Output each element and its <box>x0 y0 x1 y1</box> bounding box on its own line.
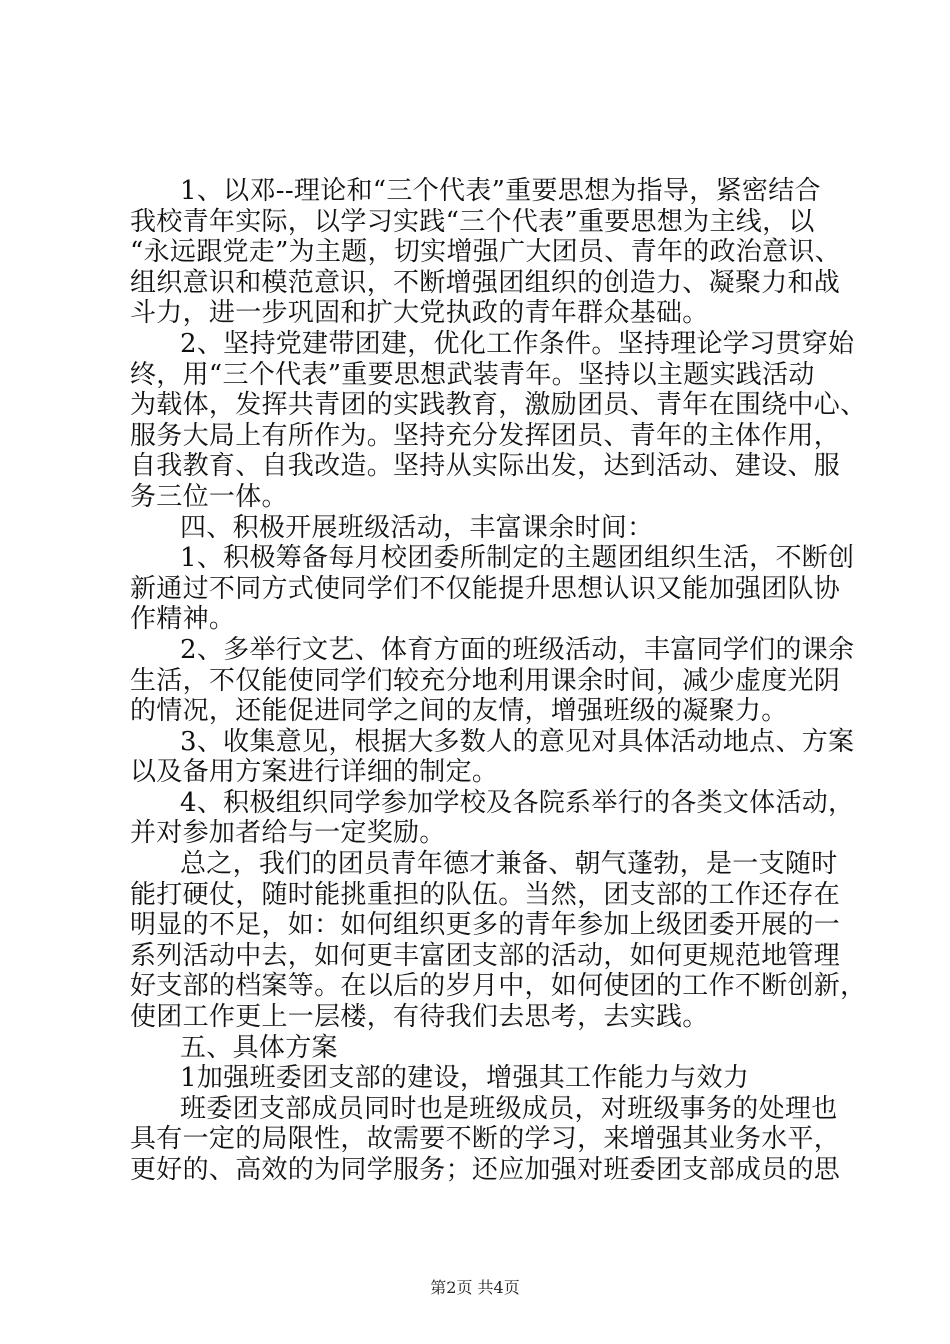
text-line: 斗力，进一步巩固和扩大党执政的青年群众基础。 <box>130 298 709 329</box>
text-line: 务三位一体。 <box>130 481 288 512</box>
text-line: 的情况，还能促进同学之间的友情，增强班级的凝聚力。 <box>130 696 788 727</box>
text-line: 自我教育、自我改造。坚持从实际出发，达到活动、建设、服 <box>130 451 841 482</box>
text-line: “永远跟党走”为主题，切实增强广大团员、青年的政治意识、 <box>130 237 841 268</box>
text-line: 能打硬仗，随时能挑重担的队伍。当然，团支部的工作还存在 <box>130 879 841 910</box>
text-line: 组织意识和模范意识，不断增强团组织的创造力、凝聚力和战 <box>130 267 841 298</box>
text-line: 为载体，发挥共青团的实践教育，激励团员、青年在围绕中心、 <box>130 390 867 421</box>
text-line: 我校青年实际，以学习实践“三个代表”重要思想为主线，以 <box>130 206 815 237</box>
document-body <box>130 176 867 1186</box>
text-line: 具有一定的局限性，故需要不断的学习，来增强其业务水平， <box>130 1124 841 1155</box>
text-line: 明显的不足，如：如何组织更多的青年参加上级团委开展的一 <box>130 910 841 941</box>
text-line: 3、收集意见，根据大多数人的意见对具体活动地点、方案 <box>180 726 855 757</box>
text-line: 更好的、高效的为同学服务；还应加强对班委团支部成员的思 <box>130 1155 841 1185</box>
text-line: 四、积极开展班级活动，丰富课余时间： <box>180 512 654 543</box>
text-line: 系列活动中去，如何更丰富团支部的活动，如何更规范地管理 <box>130 940 841 971</box>
text-line: 以及备用方案进行详细的制定。 <box>130 757 499 788</box>
text-line: 作精神。 <box>130 604 236 635</box>
page-footer: 第2页 共4页 <box>430 1278 520 1297</box>
text-line: 1、积极筹备每月校团委所制定的主题团组织生活，不断创 <box>180 543 855 574</box>
text-line: 五、具体方案 <box>180 1032 338 1063</box>
text-line: 终，用“三个代表”重要思想武装青年。坚持以主题实践活动 <box>130 359 815 390</box>
text-line: 2、多举行文艺、体育方面的班级活动，丰富同学们的课余 <box>180 634 855 665</box>
text-line: 使团工作更上一层楼，有待我们去思考，去实践。 <box>130 1002 709 1033</box>
text-line: 2、坚持党建带团建，优化工作条件。坚持理论学习贯穿始 <box>180 328 855 359</box>
text-line: 新通过不同方式使同学们不仅能提升思想认识又能加强团队协 <box>130 573 841 604</box>
text-line: 好支部的档案等。在以后的岁月中，如何使团的工作不断创新， <box>130 971 867 1002</box>
text-line: 1、以邓--理论和“三个代表”重要思想为指导，紧密结合 <box>180 176 821 206</box>
text-line: 总之，我们的团员青年德才兼备、朝气蓬勃，是一支随时 <box>180 849 838 880</box>
text-line: 班委团支部成员同时也是班级成员，对班级事务的处理也 <box>180 1093 838 1124</box>
text-line: 并对参加者给与一定奖励。 <box>130 818 446 849</box>
text-line: 1加强班委团支部的建设，增强其工作能力与效力 <box>180 1063 750 1094</box>
text-line: 服务大局上有所作为。坚持充分发挥团员、青年的主体作用， <box>130 420 841 451</box>
text-line: 4、积极组织同学参加学校及各院系举行的各类文体活动， <box>180 787 855 818</box>
text-line: 生活，不仅能使同学们较充分地利用课余时间，减少虚度光阴 <box>130 665 841 696</box>
